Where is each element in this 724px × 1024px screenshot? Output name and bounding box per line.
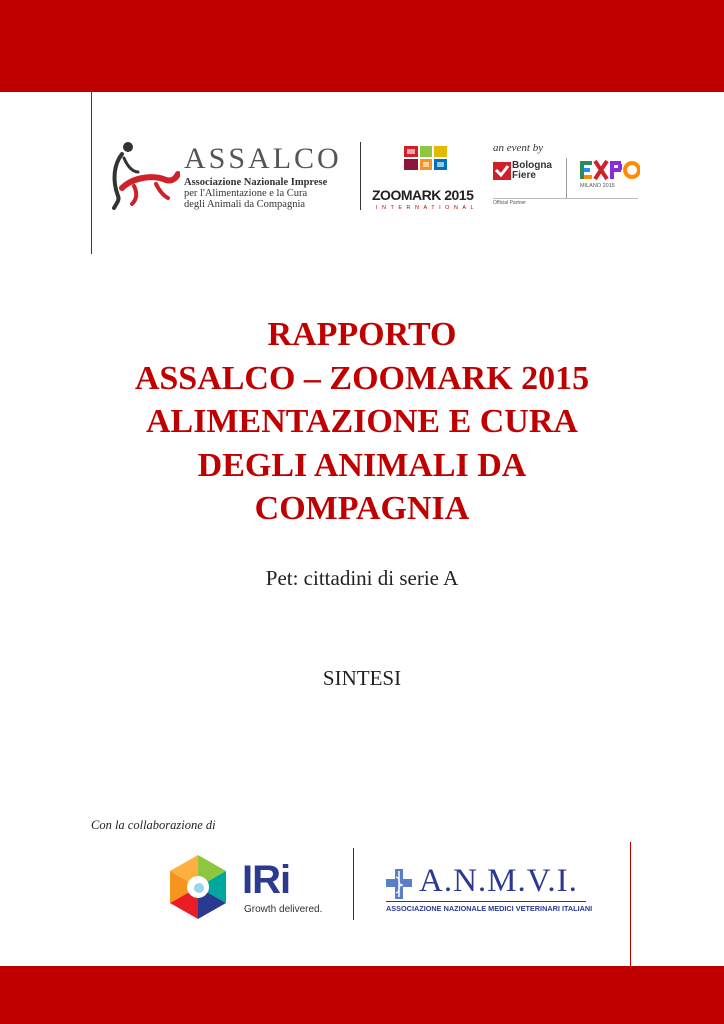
title-line: DEGLI ANIMALI DA (197, 446, 527, 484)
title-line: RAPPORTO (267, 316, 457, 353)
fiere-line: Fiere (512, 170, 536, 181)
bologna-fiere-wordmark (512, 161, 552, 181)
left-margin-line (91, 0, 92, 254)
partner-rule (493, 198, 638, 199)
an-event-by-caption: an event by (493, 142, 544, 154)
logo-separator (360, 142, 361, 210)
assalco-subtitle-line: Associazione Nazionale Imprese (184, 177, 328, 188)
assalco-pet-icon (108, 138, 180, 214)
official-partner-caption: Official Partner (493, 200, 526, 206)
zoomark-wordmark: ZOOMARK 2015 (372, 187, 474, 203)
assalco-subtitle-line: per l'Alimentazione e la Cura (184, 188, 308, 199)
report-subtitle: Pet: cittadini di serie A (265, 566, 459, 590)
logo-separator (353, 848, 354, 920)
milano-2015-caption: MILANO 2015 (580, 183, 615, 189)
anmvi-wordmark: A.N.M.V.I. (419, 863, 578, 899)
top-red-band (0, 0, 724, 92)
assalco-wordmark: ASSALCO (184, 142, 342, 175)
title-line: ALIMENTAZIONE E CURA (146, 403, 578, 440)
bottom-red-band (0, 966, 724, 1024)
logo-separator (566, 158, 567, 198)
zoomark-international: INTERNATIONAL (376, 205, 479, 211)
anmvi-rule (386, 901, 586, 902)
title-line: COMPAGNIA (254, 490, 470, 527)
assalco-subtitle-line: degli Animali da Compagnia (184, 199, 306, 210)
report-title (0, 313, 724, 531)
bologna-fiere-logo (493, 160, 559, 184)
right-margin-line (630, 842, 631, 1024)
iri-wordmark: IRi (242, 858, 291, 902)
assalco-logo (108, 138, 348, 214)
assalco-subtitle (184, 177, 327, 210)
iri-tagline: Growth delivered. (244, 904, 323, 915)
bologna-line: Bologna (512, 160, 552, 171)
anmvi-subtitle: ASSOCIAZIONE NAZIONALE MEDICI VETERINARI ITALIANI (386, 904, 593, 913)
bologna-fiere-icon (493, 162, 511, 182)
collaboration-caption: Con la collaborazione di (91, 818, 216, 832)
iri-hexagon-icon (170, 855, 226, 919)
section-label: SINTESI (322, 666, 402, 690)
title-line: ASSALCO – ZOOMARK 2015 (134, 359, 590, 397)
zoomark-logo (370, 144, 480, 214)
expo-wordmark (580, 158, 640, 182)
anmvi-caduceus-icon (386, 869, 412, 899)
zoomark-tiles-icon (404, 146, 448, 182)
expo-logo (580, 158, 640, 182)
